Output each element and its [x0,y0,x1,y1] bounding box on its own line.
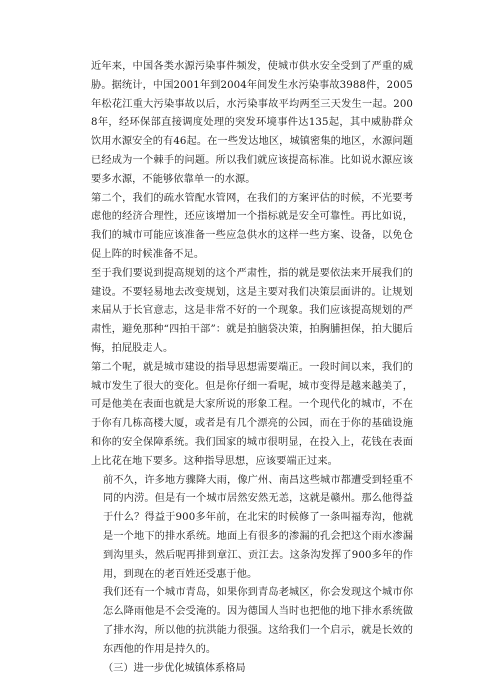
paragraph-ganzhou: 前不久，许多地方骤降大雨，像广州、南昌这些城市都遭受到轻重不同的内涝。但是有一个城市居然安然无恙，这就是赣州。那么他得益于什么？得益于900多年前，在北宋的时候修了一条叫福寿沟，他就是一个地下的排水系统。地面上有很多的渗漏的孔会把这个雨水渗漏到沟里头，然后呢再排到章江、贡江去。这条沟发挥了900多年的作用，到现在的老百姓还受惠于他。 [91,472,413,585]
paragraph-water-pollution: 近年来，中国各类水源污染事件频发，使城市供水安全受到了严重的威胁。据统计，中国2001年到2004年间发生水污染事故3988件，2005年松花江重大污染事故以后，水污染事故平均两至三天发生一起。2008年，经环保部直接调度处理的突发环境事件达135起，其中威胁群众饮用水源安全的有46起。在一些发达地区，城镇密集的地区，水源问题已经成为一个棘手的问题。所以我们就应该提高标准。比如说水源应该要多水源，不能够依靠单一的水源。 [91,58,413,190]
paragraph-guiding-ideology: 第二个呢，就是城市建设的指导思想需要端正。一段时间以来，我们的城市发生了很大的变化。但是你仔细一看呢，城市变得是越来越美了，可是他美在表面也就是大家所说的形象工程。一个现代化的城市，不在于你有几栋高楼大厦，或者是有几个漂亮的公园，而在于你的基础设施和你的安全保障系统。我们国家的城市很明显，在投入上，花钱在表面上比花在地下要多。这种指导思想，应该要端正过来。 [91,359,413,472]
paragraph-qingdao: 我们还有一个城市青岛，如果你到青岛老城区，你会发现这个城市你怎么降雨他是不会受淹的。因为德国人当时也把他的地下排水系统做了排水沟，所以他的抗洪能力很强。这给我们一个启示，就是长效的东西他的作用是持久的。 [91,584,413,659]
paragraph-pipe-network: 第二个，我们的疏水管配水管网，在我们的方案评估的时候，不光要考虑他的经济合理性，还应该增加一个指标就是安全可靠性。再比如说，我们的城市可能应该准备一些应急供水的这样一些方案、设备，以免仓促上阵的时候准备不足。 [91,190,413,265]
paragraph-planning-seriousness: 至于我们要说到提高规划的这个严肃性，指的就是要依法来开展我们的建设。不要轻易地去改变规划，这是主要对我们决策层面讲的。让规划来届从于长官意志，这是非常不好的一个现象。我们应该提高规划的严肃性，避免那种“四拍干部”：就是拍脑袋决策，拍胸脯担保，拍大腿后悔，拍屁股走人。 [91,265,413,359]
section-heading: （三）进一步优化城镇体系格局 [91,660,413,678]
document-body [91,58,413,678]
